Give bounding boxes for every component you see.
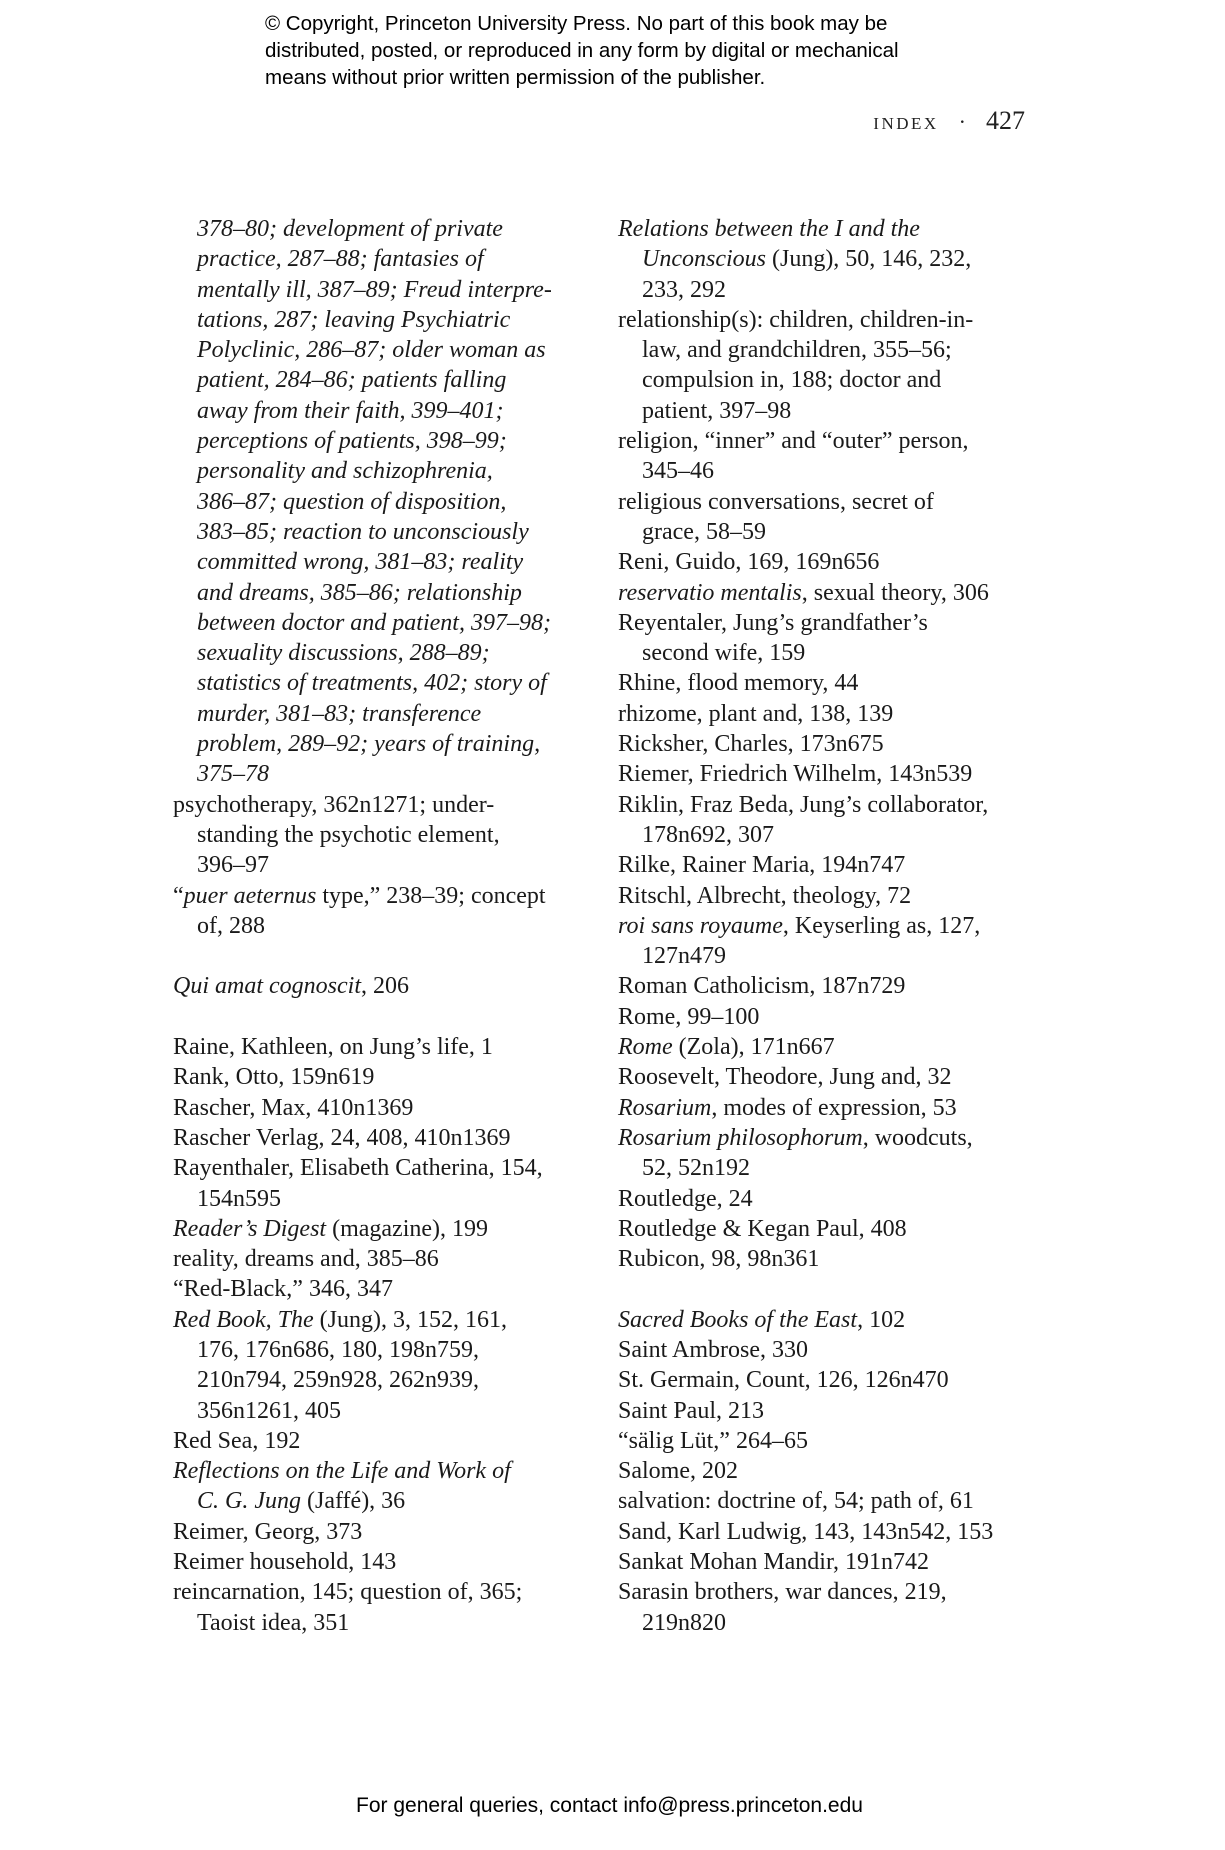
index-entry-continuation — [618, 1608, 1058, 1638]
index-entry — [173, 1214, 601, 1244]
entry-text: 127n479 — [642, 943, 726, 970]
index-entry-continuation — [173, 396, 601, 426]
entry-text: “Red-Black,” 346, 347 — [173, 1276, 393, 1303]
index-entry — [618, 729, 1058, 759]
entry-text: (Jaffé), 36 — [301, 1488, 406, 1515]
index-entry — [173, 1426, 601, 1456]
entry-text: Sankat Mohan Mandir, 191n742 — [618, 1549, 930, 1576]
index-entry — [618, 1305, 1058, 1335]
index-entry — [618, 547, 1058, 577]
index-entry — [618, 1577, 1058, 1607]
entry-text: standing the psychotic element, — [197, 821, 500, 848]
index-entry — [173, 1123, 601, 1153]
entry-italic-title: patient, 284–86; patients falling — [197, 367, 507, 394]
entry-italic-title: roi sans royaume — [618, 912, 783, 939]
index-entry — [618, 1547, 1058, 1577]
entry-text: Rhine, flood memory, 44 — [618, 670, 859, 697]
index-entry — [618, 608, 1058, 638]
index-entry — [618, 1335, 1058, 1365]
index-entry-continuation — [173, 487, 601, 517]
letter-group-gap — [173, 941, 601, 971]
entry-text: “sälig Lüt,” 264–65 — [618, 1427, 808, 1454]
entry-text: Routledge & Kegan Paul, 408 — [618, 1215, 907, 1242]
index-entry-continuation — [173, 275, 601, 305]
index-entry — [173, 1244, 601, 1274]
index-entry-continuation — [173, 456, 601, 486]
footer — [0, 1794, 1225, 1818]
index-entry — [618, 1184, 1058, 1214]
index-entry — [618, 1396, 1058, 1426]
index-entry — [618, 1244, 1058, 1274]
entry-text: , woodcuts, — [862, 1124, 973, 1151]
index-entry-continuation — [173, 517, 601, 547]
entry-text: 356n1261, 405 — [197, 1397, 341, 1424]
entry-text: Salome, 202 — [618, 1458, 738, 1485]
index-entry-continuation — [173, 1365, 601, 1395]
entry-text: (magazine), 199 — [326, 1215, 489, 1242]
entry-text: 396–97 — [197, 852, 269, 879]
entry-text: religious conversations, secret of — [618, 488, 934, 515]
entry-text: Rubicon, 98, 98n361 — [618, 1246, 820, 1273]
entry-text: Rank, Otto, 159n619 — [173, 1064, 375, 1091]
entry-text: patient, 397–98 — [642, 397, 792, 424]
index-entry — [618, 699, 1058, 729]
letter-group-gap — [173, 1002, 601, 1032]
entry-text: Sand, Karl Ludwig, 143, 143n542, 153 — [618, 1518, 994, 1545]
entry-text: , 102 — [857, 1306, 906, 1333]
index-entry-continuation — [618, 638, 1058, 668]
index-entry-continuation — [618, 1153, 1058, 1183]
entry-italic-title: Unconscious — [642, 246, 766, 273]
index-column-right — [618, 214, 1058, 1638]
footer-text: For general queries, contact info@press.princeton.edu — [356, 1794, 863, 1817]
index-entry — [618, 1123, 1058, 1153]
entry-text: Ricksher, Charles, 173n675 — [618, 731, 884, 758]
entry-italic-title: away from their faith, 399–401; — [197, 397, 504, 424]
index-entry — [618, 578, 1058, 608]
entry-italic-title: Relations between the I and the — [618, 216, 920, 242]
index-entry-continuation — [173, 699, 601, 729]
entry-italic-title: problem, 289–92; years of training, — [197, 731, 541, 758]
entry-text: , modes of expression, 53 — [711, 1094, 957, 1121]
entry-italic-title: Reflections on the Life and Work of — [173, 1458, 511, 1485]
entry-italic-title: puer aeternus — [183, 882, 317, 909]
entry-italic-title: reservatio mentalis — [618, 579, 802, 606]
entry-text: Saint Paul, 213 — [618, 1397, 765, 1424]
index-entry — [173, 1274, 601, 1304]
index-entry-continuation — [173, 638, 601, 668]
index-entry — [618, 1093, 1058, 1123]
index-entry — [618, 759, 1058, 789]
entry-italic-title: murder, 381–83; transference — [197, 700, 482, 727]
index-entry — [618, 426, 1058, 456]
index-entry — [173, 971, 601, 1001]
index-entry-continuation — [618, 335, 1058, 365]
entry-text: 219n820 — [642, 1609, 726, 1636]
entry-text: Roman Catholicism, 187n729 — [618, 973, 906, 1000]
index-entry-continuation — [173, 608, 601, 638]
index-entry — [618, 487, 1058, 517]
index-entry — [618, 1456, 1058, 1486]
index-entry-continuation — [173, 759, 601, 789]
index-column-left — [173, 214, 601, 1638]
entry-text: second wife, 159 — [642, 640, 806, 667]
entry-italic-title: Rosarium — [618, 1094, 712, 1121]
running-head-separator: · — [958, 109, 966, 134]
index-entry — [173, 1062, 601, 1092]
index-entry — [173, 1547, 601, 1577]
entry-text: Raine, Kathleen, on Jung’s life, 1 — [173, 1034, 493, 1061]
index-entry-continuation — [173, 729, 601, 759]
entry-text: Red Sea, 192 — [173, 1427, 301, 1454]
entry-text: Sarasin brothers, war dances, 219, — [618, 1579, 947, 1606]
entry-text: religion, “inner” and “outer” person, — [618, 428, 969, 455]
index-entry — [618, 1214, 1058, 1244]
index-entry — [173, 1093, 601, 1123]
index-entry — [173, 1032, 601, 1062]
index-entry-continuation — [173, 578, 601, 608]
index-entry-continuation — [173, 1486, 601, 1516]
entry-italic-title: tations, 287; leaving Psychiatric — [197, 306, 511, 333]
index-entry — [618, 1032, 1058, 1062]
index-entry-continuation — [173, 850, 601, 880]
index-entry-continuation — [618, 517, 1058, 547]
running-head-label: INDEX — [873, 114, 939, 133]
entry-italic-title: sexuality discussions, 288–89; — [197, 640, 490, 667]
entry-text: rhizome, plant and, 138, 139 — [618, 700, 894, 727]
index-entry — [618, 668, 1058, 698]
entry-italic-title: perceptions of patients, 398–99; — [197, 428, 507, 455]
index-entry-continuation — [173, 547, 601, 577]
entry-text: Taoist idea, 351 — [197, 1609, 350, 1636]
entry-italic-title: personality and schizophrenia, — [197, 458, 493, 485]
index-entry-continuation — [618, 941, 1058, 971]
entry-text: 178n692, 307 — [642, 821, 774, 848]
entry-text: compulsion in, 188; doctor and — [642, 367, 942, 394]
entry-text: Roosevelt, Theodore, Jung and, 32 — [618, 1064, 952, 1091]
entry-text: Rayenthaler, Elisabeth Catherina, 154, — [173, 1155, 543, 1182]
entry-text: 154n595 — [197, 1185, 281, 1212]
index-entry-continuation — [173, 1335, 601, 1365]
entry-italic-title: 375–78 — [197, 761, 269, 788]
index-entry-continuation — [173, 1608, 601, 1638]
entry-text: Reimer household, 143 — [173, 1549, 397, 1576]
entry-italic-title: 386–87; question of disposition, — [197, 488, 507, 515]
entry-italic-title: Red Book, The — [173, 1306, 314, 1333]
entry-text: Rome, 99–100 — [618, 1003, 760, 1030]
index-entry — [618, 305, 1058, 335]
entry-text: of, 288 — [197, 912, 265, 939]
index-entry — [618, 1517, 1058, 1547]
index-entry — [618, 971, 1058, 1001]
entry-text: 345–46 — [642, 458, 714, 485]
entry-text: Reyentaler, Jung’s grandfather’s — [618, 609, 928, 636]
entry-text: Rascher, Max, 410n1369 — [173, 1094, 414, 1121]
index-entry-continuation — [173, 668, 601, 698]
index-entry — [618, 1426, 1058, 1456]
index-entry-continuation — [173, 335, 601, 365]
entry-text: Rascher Verlag, 24, 408, 410n1369 — [173, 1124, 511, 1151]
entry-italic-title: and dreams, 385–86; relationship — [197, 579, 522, 606]
entry-italic-title: Polyclinic, 286–87; older woman as — [197, 337, 546, 364]
index-entry — [173, 1153, 601, 1183]
index-entry-continuation — [173, 1184, 601, 1214]
entry-text: 52, 52n192 — [642, 1155, 750, 1182]
entry-italic-title: 383–85; reaction to unconsciously — [197, 518, 529, 545]
index-entry — [173, 1577, 601, 1607]
entry-text: (Jung), 50, 146, 232, — [765, 246, 972, 273]
index-entry — [173, 1305, 601, 1335]
index-entry-continuation — [173, 911, 601, 941]
index-entry — [173, 1456, 601, 1486]
entry-italic-title: Rosarium philosophorum — [618, 1124, 863, 1151]
entry-italic-title: 378–80; development of private — [197, 216, 503, 242]
index-entry-continuation — [173, 305, 601, 335]
index-entry-continuation — [173, 214, 601, 244]
letter-group-gap — [618, 1274, 1058, 1304]
index-entry-continuation — [618, 820, 1058, 850]
entry-text: type,” 238–39; concept — [316, 882, 546, 909]
entry-italic-title: practice, 287–88; fantasies of — [197, 246, 484, 273]
index-entry — [618, 850, 1058, 880]
index-entry-continuation — [618, 365, 1058, 395]
index-entry-continuation — [618, 275, 1058, 305]
entry-text: 176, 176n686, 180, 198n759, — [197, 1336, 479, 1363]
index-entry — [618, 1062, 1058, 1092]
entry-text: , Keyserling as, 127, — [782, 912, 981, 939]
index-entry-continuation — [618, 396, 1058, 426]
entry-italic-title: between doctor and patient, 397–98; — [197, 609, 551, 636]
entry-italic-title: mentally ill, 387–89; Freud interpre- — [197, 276, 552, 303]
entry-italic-title: Reader’s Digest — [173, 1215, 327, 1242]
entry-text: Riklin, Fraz Beda, Jung’s collaborator, — [618, 791, 989, 818]
index-entry-continuation — [173, 426, 601, 456]
entry-text: 210n794, 259n928, 262n939, — [197, 1367, 479, 1394]
entry-text: psychotherapy, 362n1271; under- — [173, 791, 495, 818]
entry-text: law, and grandchildren, 355–56; — [642, 337, 952, 364]
index-entry — [618, 790, 1058, 820]
entry-italic-title: committed wrong, 381–83; reality — [197, 549, 524, 576]
index-entry — [173, 790, 601, 820]
entry-text: , 206 — [360, 973, 409, 1000]
index-entry-continuation — [173, 365, 601, 395]
entry-text: reality, dreams and, 385–86 — [173, 1246, 439, 1273]
entry-text: Reimer, Georg, 373 — [173, 1518, 363, 1545]
entry-text: salvation: doctrine of, 54; path of, 61 — [618, 1488, 974, 1515]
index-entry-continuation — [173, 1396, 601, 1426]
index-entry-continuation — [173, 820, 601, 850]
running-head — [873, 106, 1025, 136]
index-entry — [618, 1486, 1058, 1516]
entry-text: St. Germain, Count, 126, 126n470 — [618, 1367, 949, 1394]
index-entry — [618, 881, 1058, 911]
entry-text: Saint Ambrose, 330 — [618, 1336, 808, 1363]
entry-italic-title: statistics of treatments, 402; story of — [197, 670, 547, 697]
page-number: 427 — [986, 106, 1025, 135]
index-entry-continuation — [618, 456, 1058, 486]
copyright-notice — [265, 10, 1025, 91]
copyright-line: means without prior written permission of the publisher. — [265, 66, 766, 89]
entry-text: Routledge, 24 — [618, 1185, 753, 1212]
index-entry — [618, 911, 1058, 941]
entry-text: Riemer, Friedrich Wilhelm, 143n539 — [618, 761, 973, 788]
entry-italic-title: C. G. Jung — [197, 1488, 301, 1515]
index-entry-continuation — [618, 244, 1058, 274]
entry-text: Ritschl, Albrecht, theology, 72 — [618, 882, 912, 909]
entry-text: reincarnation, 145; question of, 365; — [173, 1579, 523, 1606]
entry-italic-title: Qui amat cognoscit — [173, 973, 361, 1000]
copyright-line: © Copyright, Princeton University Press. No part of this book may be — [265, 12, 888, 35]
entry-text: , sexual theory, 306 — [801, 579, 989, 606]
entry-text: relationship(s): children, children-in- — [618, 306, 974, 333]
index-entry — [618, 1002, 1058, 1032]
entry-text: grace, 58–59 — [642, 518, 766, 545]
index-entry — [618, 1365, 1058, 1395]
index-entry — [173, 881, 601, 911]
entry-italic-title: Rome — [618, 1034, 673, 1061]
entry-text: Rilke, Rainer Maria, 194n747 — [618, 852, 906, 879]
entry-italic-title: Sacred Books of the East — [618, 1306, 858, 1333]
entry-text: (Jung), 3, 152, 161, — [313, 1306, 507, 1333]
entry-text: Reni, Guido, 169, 169n656 — [618, 549, 880, 576]
entry-text: “ — [173, 882, 184, 909]
index-entry-continuation — [173, 244, 601, 274]
entry-text: 233, 292 — [642, 276, 726, 303]
copyright-line: distributed, posted, or reproduced in any form by digital or mechanical — [265, 39, 899, 62]
index-entry — [173, 1517, 601, 1547]
index-entry — [618, 214, 1058, 244]
entry-text: (Zola), 171n667 — [672, 1034, 835, 1061]
